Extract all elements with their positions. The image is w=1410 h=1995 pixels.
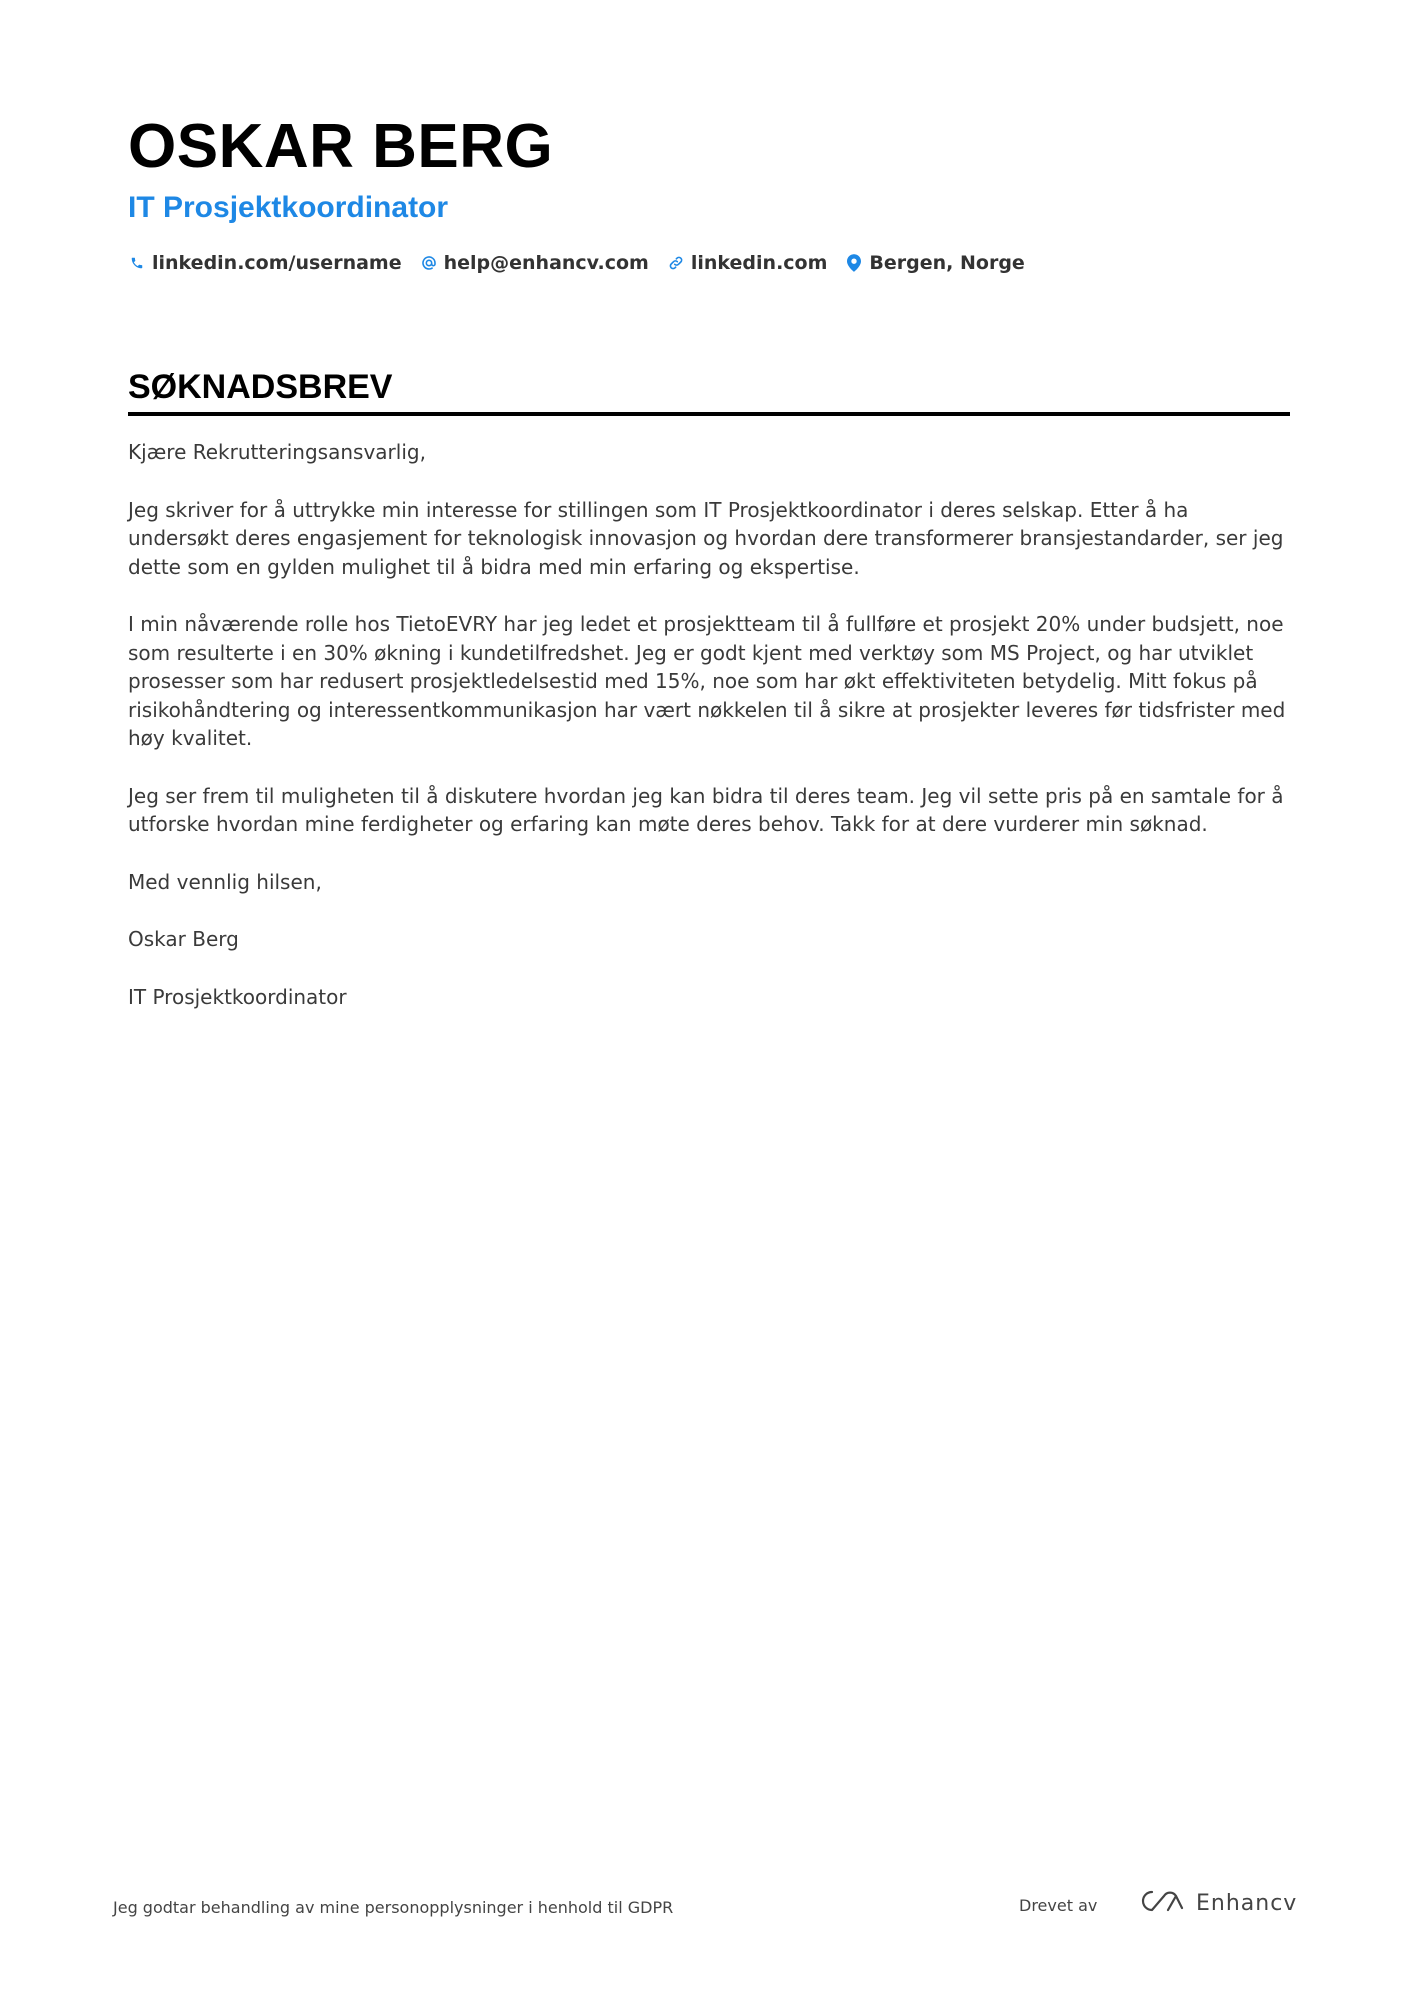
gdpr-consent-text: Jeg godtar behandling av mine personopplysninger i henhold til GDPR (113, 1898, 674, 1917)
letter-body (128, 438, 1290, 1011)
letter-paragraph: I min nåværende rolle hos TietoEVRY har jeg ledet et prosjektteam til å fullføre et prosjekt 20% under budsjett, noe som resulterte i en 30% økning i kundetilfredshet. Jeg er godt kjent med verktøy som MS Project, og har utviklet prosesser som har redusert prosjektledelsestid med 15%, noe som har økt effektiviteten betydelig. Mitt fokus på risikohåndtering og interessentkommunikasjon har vært nøkkelen til å sikre at prosjekter leveres før tidsfrister med høy kvalitet. (128, 612, 1286, 750)
at-icon (420, 253, 438, 273)
powered-by-text: Drevet av (1019, 1896, 1098, 1915)
cover-letter-section (128, 366, 1290, 1040)
header (128, 110, 1288, 274)
letter-greeting: Kjære Rekrutteringsansvarlig, (128, 440, 426, 464)
enhancv-brand-link[interactable] (1140, 1888, 1297, 1918)
enhancv-logo-icon (1140, 1888, 1186, 1918)
letter-paragraph: Jeg ser frem til muligheten til å diskutere hvordan jeg kan bidra til deres team. Jeg vil sette pris på en samtale for å utforske hvordan mine ferdigheter og erfaring kan møte deres behov. Takk for at dere vurderer min søknad. (128, 783, 1284, 836)
contact-website-text: linkedin.com (690, 252, 828, 274)
contact-email-text: help@enhancv.com (443, 252, 649, 274)
signature-title: IT Prosjektkoordinator (128, 984, 347, 1009)
link-icon (667, 253, 685, 273)
contact-location-text: Bergen, Norge (869, 252, 1025, 274)
contact-bar (128, 252, 1288, 274)
signature-name: Oskar Berg (128, 927, 239, 951)
letter-paragraph: Jeg skriver for å uttrykke min interesse for stillingen som IT Prosjektkoordinator i deres selskap. Etter å ha undersøkt deres engasjement for teknologisk innovasjon og hvordan dere transformerer bransjestandarder, ser jeg dette som en gylden mulighet til å bidra med min erfaring og ekspertise. (128, 497, 1284, 579)
footer (113, 1888, 1298, 1928)
candidate-role: IT Prosjektkoordinator (128, 191, 449, 224)
section-divider (128, 412, 1290, 416)
enhancv-brand-name: Enhancv (1196, 1890, 1298, 1916)
location-pin-icon (845, 253, 863, 273)
letter-closing: Med vennlig hilsen, (128, 869, 322, 894)
candidate-name: OSKAR BERG (128, 112, 554, 181)
phone-icon (128, 253, 146, 273)
contact-phone-text: linkedin.com/username (152, 252, 402, 274)
contact-phone[interactable] (128, 252, 402, 274)
contact-email[interactable] (420, 252, 649, 274)
contact-location (845, 252, 1024, 274)
contact-website[interactable] (667, 252, 828, 274)
section-title: SØKNADSBREV (128, 368, 393, 406)
